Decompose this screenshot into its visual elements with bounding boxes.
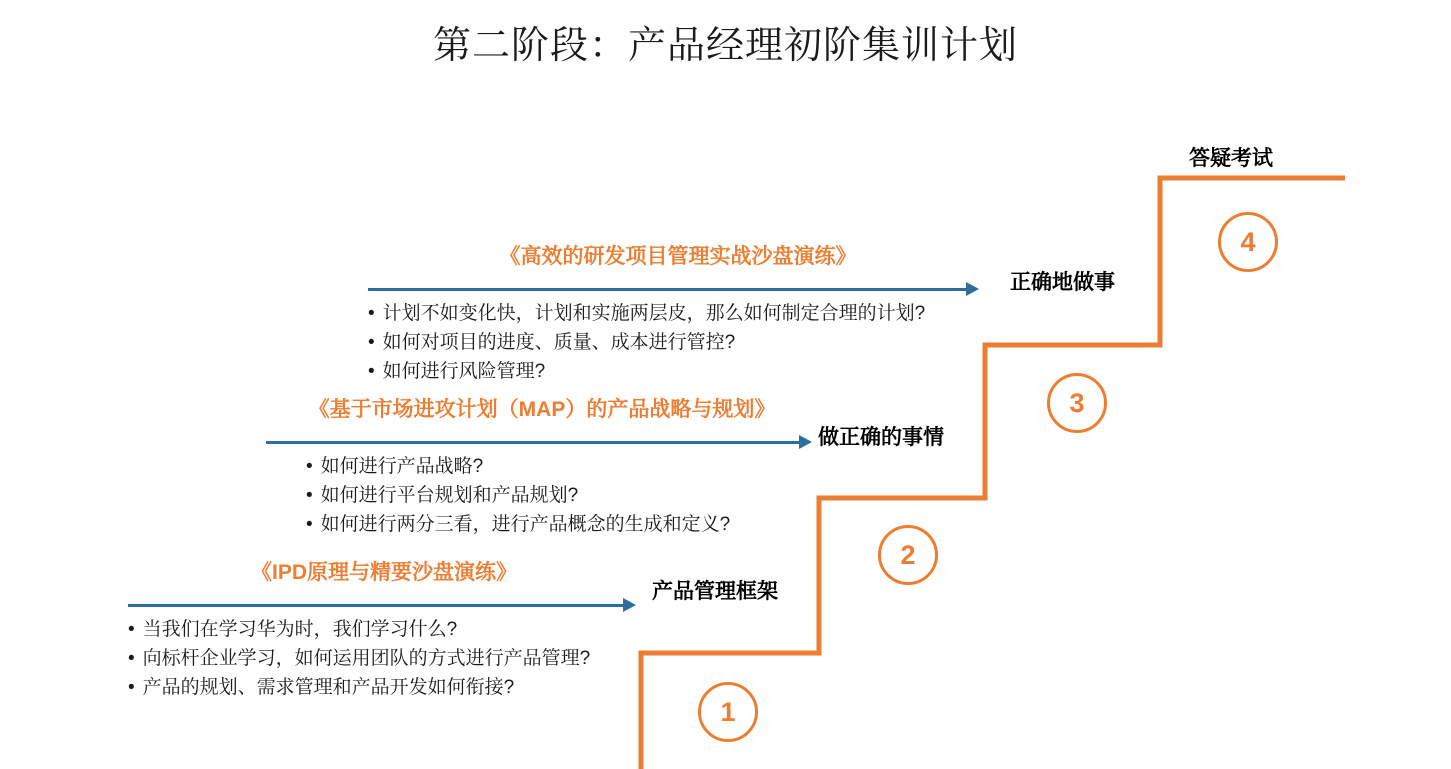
- arrow-3: [368, 282, 988, 296]
- list-item: • 产品的规划、需求管理和产品开发如何衔接?: [128, 674, 640, 703]
- step-circle-4: 4: [1218, 212, 1278, 272]
- list-item: • 当我们在学习华为时，我们学习什么?: [128, 616, 640, 645]
- step-label-4: 答疑考试: [1189, 147, 1273, 170]
- list-item: • 如何进行平台规划和产品规划?: [306, 482, 818, 511]
- step-label-2: 做正确的事情: [818, 426, 944, 449]
- course-title-1: 《IPD原理与精要沙盘演练》: [250, 561, 517, 584]
- bullet-list-2: [306, 453, 818, 540]
- list-item: • 如何对项目的进度、质量、成本进行管控?: [368, 329, 988, 358]
- arrow-1: [128, 598, 640, 612]
- step-circle-2: 2: [878, 525, 938, 585]
- stage-block-2: [266, 393, 818, 540]
- list-item: • 计划不如变化快，计划和实施两层皮，那么如何制定合理的计划?: [368, 300, 988, 329]
- course-title-3: 《高效的研发项目管理实战沙盘演练》: [499, 245, 857, 268]
- bullet-list-3: [368, 300, 988, 387]
- stage-block-1: [128, 556, 640, 703]
- step-label-3: 正确地做事: [1010, 271, 1115, 294]
- step-label-1: 产品管理框架: [652, 580, 778, 603]
- arrow-2: [266, 435, 818, 449]
- list-item: • 如何进行产品战略?: [306, 453, 818, 482]
- list-item: • 向标杆企业学习，如何运用团队的方式进行产品管理?: [128, 645, 640, 674]
- step-circle-1: 1: [698, 682, 758, 742]
- page-title: 第二阶段：产品经理初阶集训计划: [432, 25, 1018, 67]
- step-circle-3: 3: [1047, 373, 1107, 433]
- stage-block-3: [368, 240, 988, 387]
- course-title-2: 《基于市场进攻计划（MAP）的产品战略与规划》: [308, 398, 776, 421]
- list-item: • 如何进行两分三看，进行产品概念的生成和定义?: [306, 511, 818, 540]
- list-item: • 如何进行风险管理?: [368, 358, 988, 387]
- bullet-list-1: [128, 616, 640, 703]
